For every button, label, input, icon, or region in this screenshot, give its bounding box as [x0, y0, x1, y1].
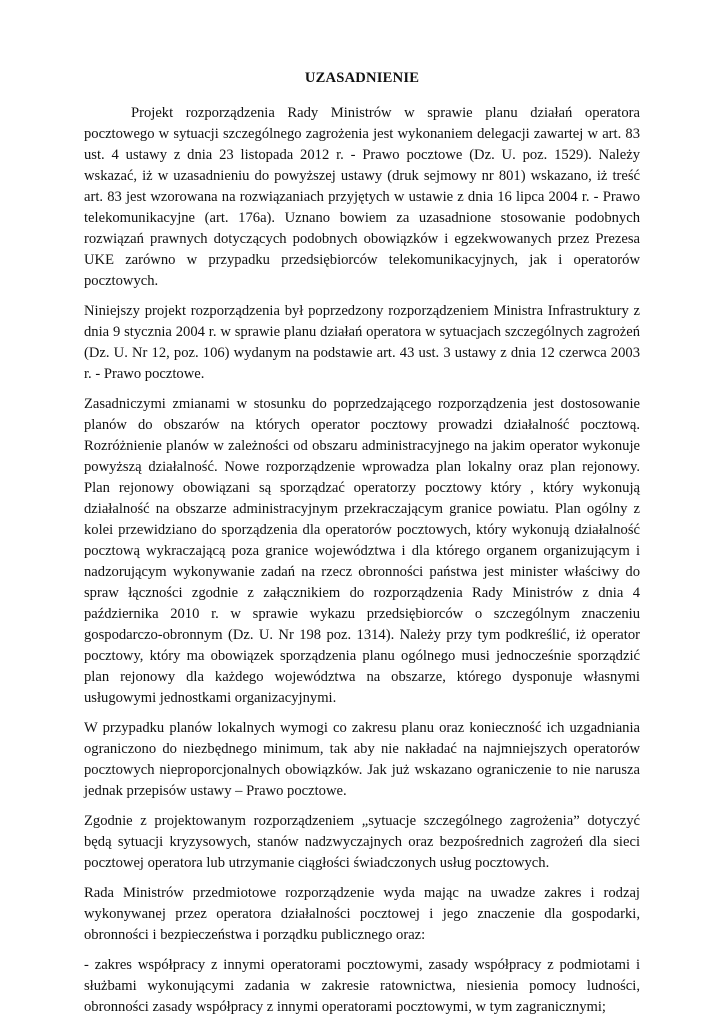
paragraph-local-plans: W przypadku planów lokalnych wymogi co zakresu planu oraz konieczność ich uzgadniania ograniczono do niezbędnego minimum, tak aby nie nakładać na najmniejszych operatorów pocztowych nieproporcjonalnych obowiązków. Jak już wskazano ograniczenie to nie narusza jednak przepisów ustawy – Prawo pocztowe. [84, 720, 640, 799]
document-page [84, 68, 640, 1027]
document-title: UZASADNIENIE [304, 70, 420, 86]
paragraph-special-threats: Zgodnie z projektowanym rozporządzeniem „sytuacje szczególnego zagrożenia” dotyczyć będą sytuacji kryzysowych, stanów nadzwyczajnych oraz bezpośrednich zagrożeń dla sieci pocztowej operatora lub utrzymanie ciągłości świadczonych usług pocztowych. [84, 813, 640, 871]
paragraph-council-of-ministers: Rada Ministrów przedmiotowe rozporządzenie wyda mając na uwadze zakres i rodzaj wykonywanej przez operatora działalności pocztowej i jego znaczenie dla gospodarki, obronności i bezpieczeństwa i porządku publicznego oraz: [84, 885, 640, 943]
paragraph-previous-regulation: Niniejszy projekt rozporządzenia był poprzedzony rozporządzeniem Ministra Infrastruktury z dnia 9 stycznia 2004 r. w sprawie planu działań operatora w sytuacjach szczególnych zagrożeń (Dz. U. Nr 12, poz. 106) wydanym na podstawie art. 43 ust. 3 ustawy z dnia 12 czerwca 2003 r. - Prawo pocztowe. [84, 303, 640, 382]
paragraph-main-changes: Zasadniczymi zmianami w stosunku do poprzedzającego rozporządzenia jest dostosowanie planów do obszarów na których operator pocztowy prowadzi działalność pocztową. Rozróżnienie planów w zależności od obszaru administracyjnego na jakim operator wykonuje powyższą działalność. Nowe rozporządzenie wprowadza plan lokalny oraz plan rejonowy. Plan rejonowy obowiązani są sporządzać operatorzy pocztowy który , który wykonują działalność na obszarze administracyjnym przekraczającym granice powiatu. Plan ogólny z kolei przewidziano do sporządzenia dla operatorów pocztowych, który wykonują działalność pocztową wykraczającą poza granice województwa i dla którego organem organizującym i nadzorującym wykonywanie zadań na rzecz obronności państwa jest minister właściwy do spraw łączności zgodnie z załącznikiem do rozporządzenia Rady Ministrów z dnia 4 października 2010 r. w sprawie wykazu przedsiębiorców o szczególnym znaczeniu gospodarczo-obronnym (Dz. U. Nr 198 poz. 1314). Należy przy tym podkreślić, iż operator pocztowy, który ma obowiązek sporządzenia planu ogólnego musi jednocześnie sporządzić plan rejonowy dla każdego województwa na obszarze, którego dysponuje własnymi usługowymi jednostkami organizacyjnymi. [84, 396, 640, 706]
paragraph-intro: Projekt rozporządzenia Rady Ministrów w sprawie planu działań operatora pocztowego w sytuacji szczególnego zagrożenia jest wykonaniem delegacji zawartej w art. 83 ust. 4 ustawy z dnia 23 listopada 2012 r. - Prawo pocztowe (Dz. U. poz. 1529). Należy wskazać, iż w uzasadnieniu do powyższej ustawy (druk sejmowy nr 801) wskazano, iż treść art. 83 jest wzorowana na rozwiązaniach przyjętych w ustawie z dnia 16 lipca 2004 r. - Prawo telekomunikacyjne (art. 176a). Uznano bowiem za uzasadnione stosowanie podobnych rozwiązań prawnych dotyczących podobnych obowiązków i egzekwowanych przez Prezesa UKE zarówno w przypadku przedsiębiorców telekomunikacyjnych, jak i operatorów pocztowych. [84, 105, 640, 289]
paragraph-cooperation-scope: - zakres współpracy z innymi operatorami pocztowymi, zasady współpracy z podmiotami i służbami wykonującymi zadania w zakresie ratownictwa, niesienia pomocy ludności, obronności zasady współpracy z innymi operatorami pocztowymi, w tym zagranicznymi; [84, 957, 640, 1015]
